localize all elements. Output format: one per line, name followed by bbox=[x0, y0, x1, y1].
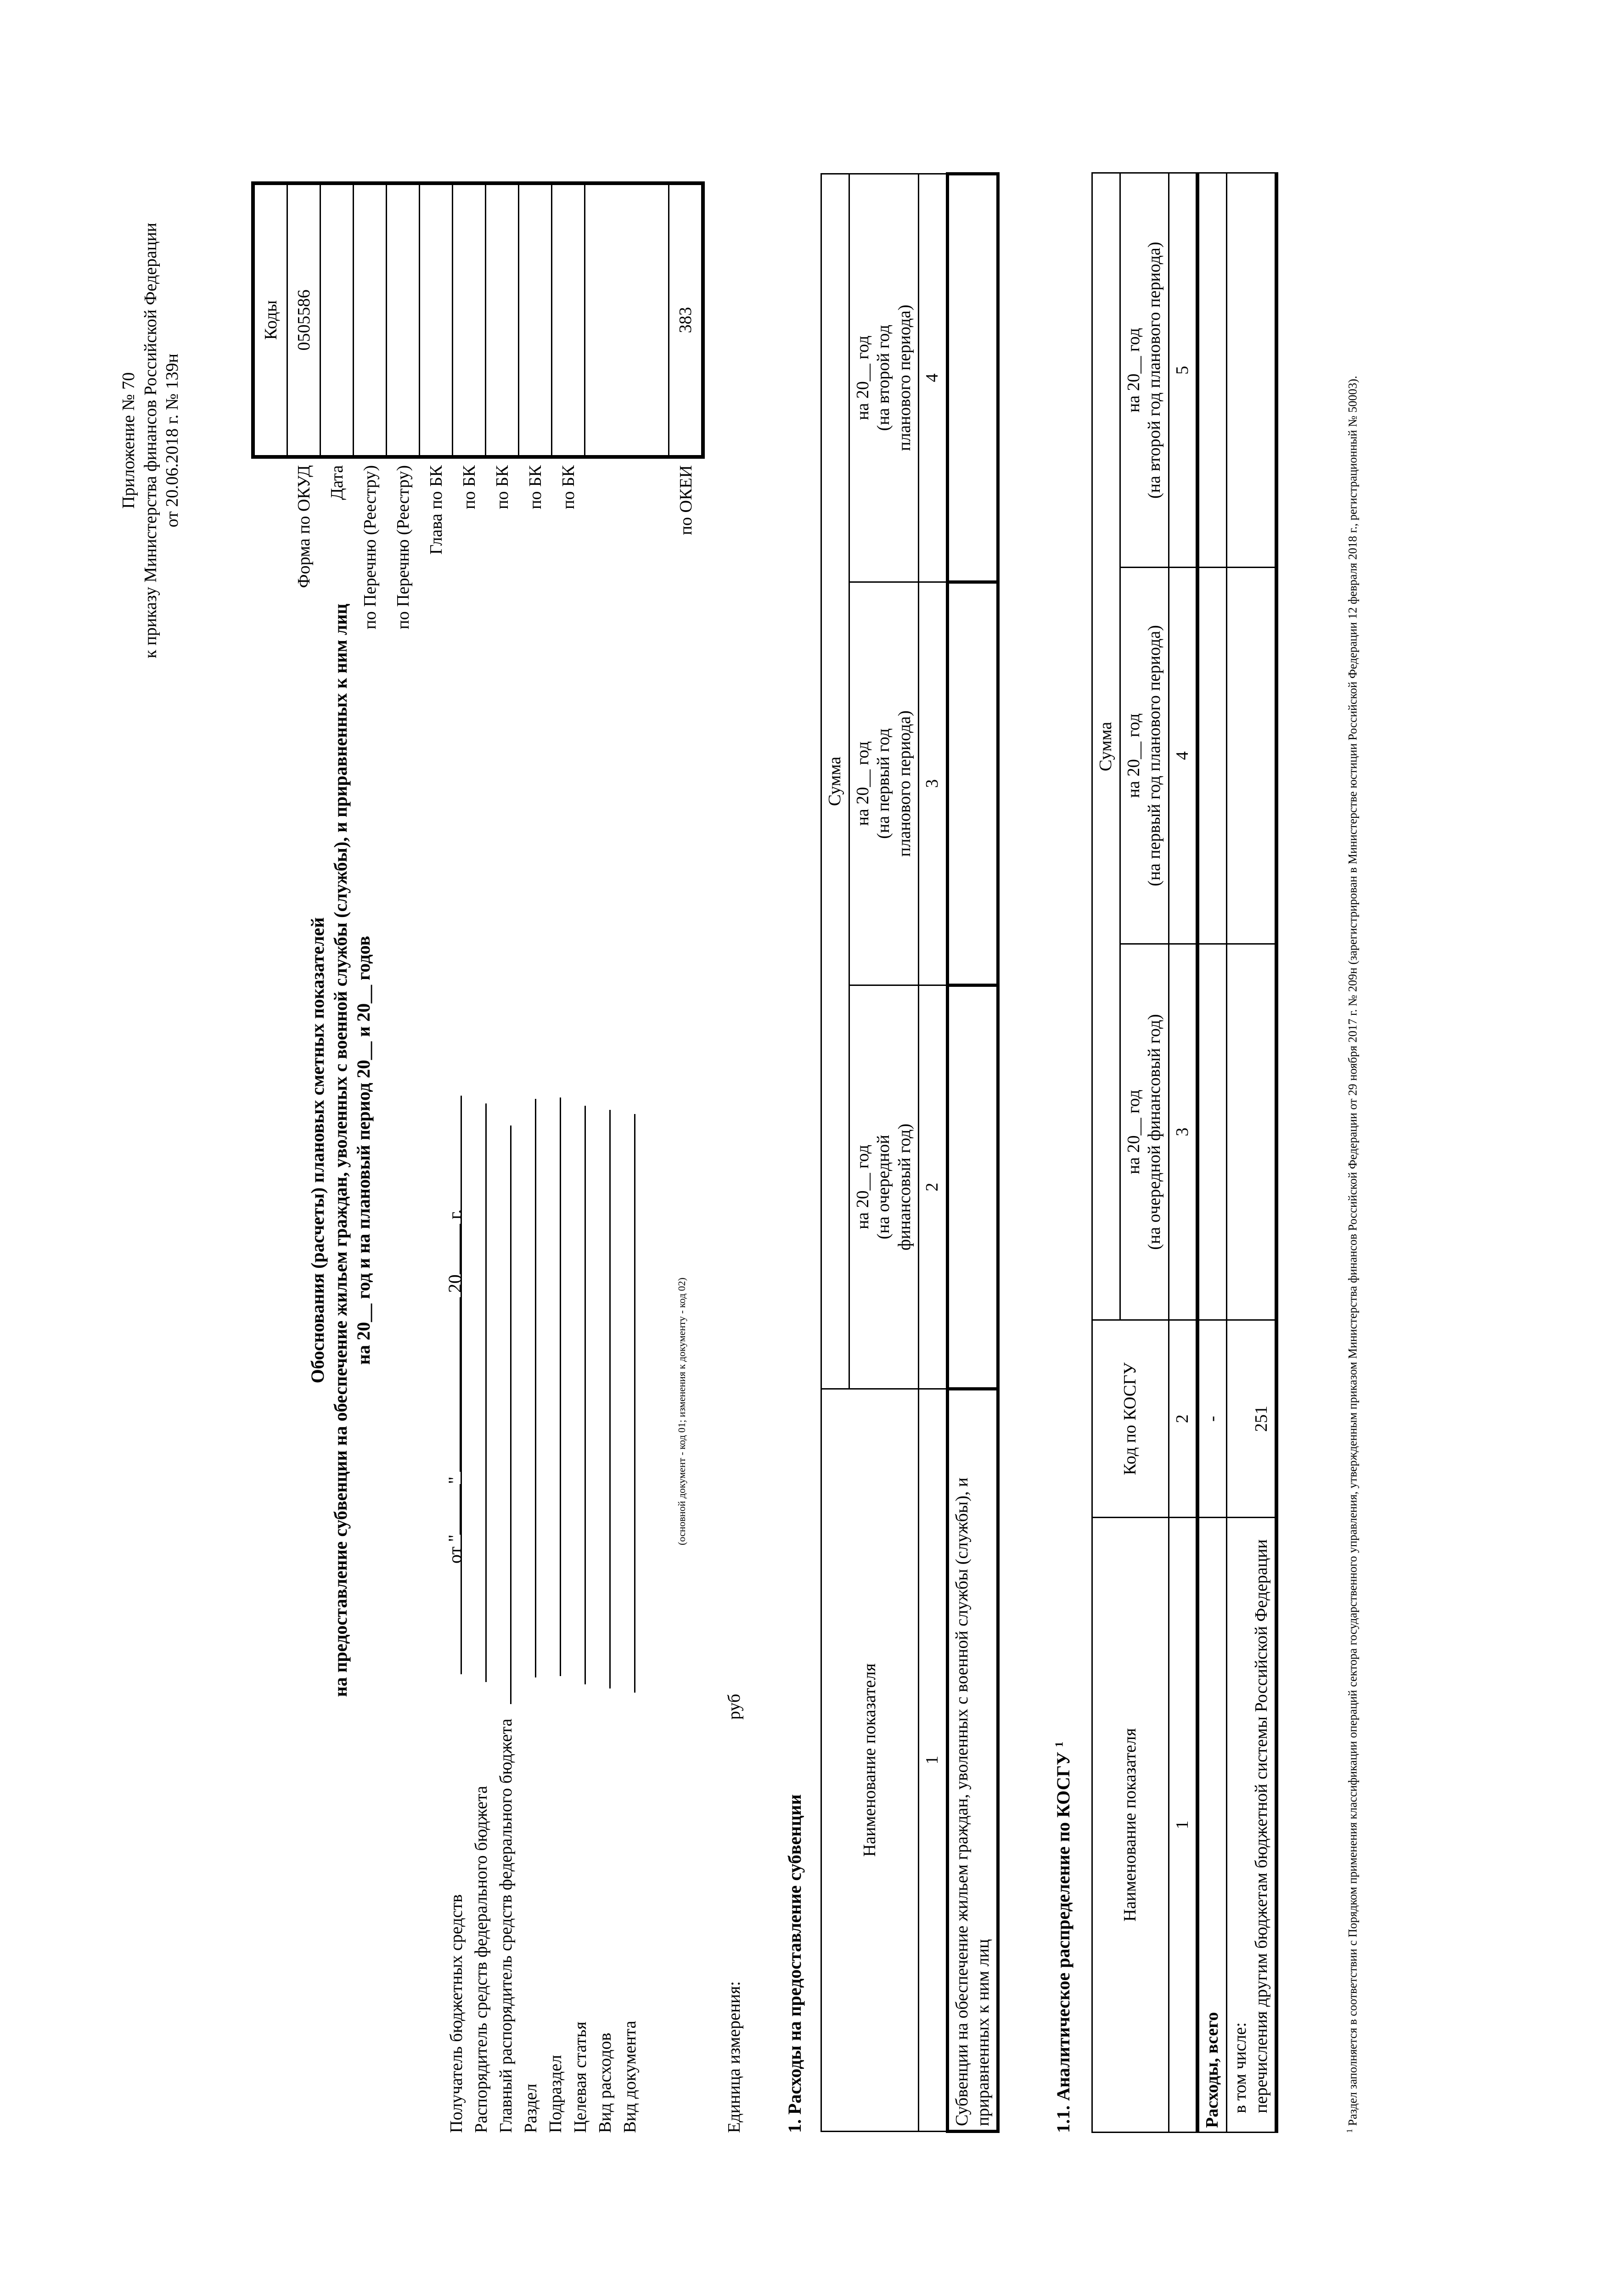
section-1-heading: 1. Расходы на предоставление субвенции bbox=[784, 1794, 805, 2133]
doc-type-note: (основной документ - код 01; изменения к документу - код 02) bbox=[675, 1277, 687, 1545]
subsection-line[interactable] bbox=[545, 1097, 561, 1676]
col-number: 5 bbox=[1169, 173, 1197, 568]
table-row bbox=[947, 174, 998, 2132]
col-header-kosgu: Код по КОСГУ bbox=[1092, 1320, 1169, 1518]
title-line-1: Обоснования (расчеты) плановых сметных показателей bbox=[307, 917, 328, 1384]
section-1-1-heading: 1.1. Аналитическое распределение по КОСГУ $^1$ bbox=[1052, 1741, 1073, 2133]
appendix-line-2: к приказу Министерства финансов Российской Федерации bbox=[141, 223, 160, 658]
col-header-sum: Сумма bbox=[1092, 173, 1120, 1320]
column-numbers-row bbox=[1169, 173, 1197, 2133]
code-okei[interactable]: 383 bbox=[669, 183, 703, 457]
expense-type-line[interactable] bbox=[595, 1110, 611, 1688]
cell-kosgu-total: - bbox=[1197, 1320, 1226, 1518]
table-header-row bbox=[1092, 173, 1120, 2133]
table-row-total bbox=[1197, 173, 1226, 2133]
unit-row bbox=[724, 1694, 745, 2133]
appendix-line-3: от 20.06.2018 г. № 139н bbox=[162, 354, 182, 528]
field-target-item: Целевая статья bbox=[568, 1096, 593, 2133]
cell-transfer-year-2[interactable] bbox=[1226, 568, 1276, 944]
cell-kosgu-transfer: 251 bbox=[1226, 1320, 1276, 1518]
cell-transfer-year-1[interactable] bbox=[1226, 944, 1276, 1320]
kosgu-table bbox=[1091, 172, 1278, 2133]
row-label-subvention: Субвенции на обеспечение жильем граждан, уволенных с военной службы (службы), и приравненных к ним лиц bbox=[947, 1389, 998, 2131]
date-suffix: г. bbox=[444, 1209, 465, 1220]
field-doc-type: Вид документа bbox=[618, 1096, 642, 2133]
col-number: 4 bbox=[1169, 568, 1197, 944]
chief-manager-line[interactable] bbox=[495, 1125, 511, 1704]
table-row-transfer bbox=[1226, 173, 1276, 2133]
footnote-ref: 1 bbox=[1053, 1741, 1066, 1747]
field-recipient: Получатель бюджетных средств bbox=[444, 1096, 469, 2133]
doc-type-line[interactable] bbox=[619, 1114, 635, 1693]
cell-total-year-3[interactable] bbox=[1197, 173, 1226, 568]
code-label: по ОКЕИ bbox=[676, 465, 696, 535]
table-header-row bbox=[821, 174, 849, 2132]
date-prefix: от " bbox=[444, 1534, 465, 1564]
col-number: 1 bbox=[1169, 1517, 1197, 2132]
col-number: 3 bbox=[918, 582, 947, 985]
transfer-label: перечисления другим бюджетам бюджетной системы Российской Федерации bbox=[1251, 1539, 1271, 2113]
recipient-line[interactable] bbox=[446, 1096, 462, 1674]
col-header-year-1: на 20__ год (на очередной финансовый год) bbox=[1120, 944, 1169, 1320]
row-label-total: Расходы, всего bbox=[1197, 1517, 1226, 2132]
cell-year-2[interactable] bbox=[947, 582, 998, 985]
col-number: 1 bbox=[918, 1389, 947, 2131]
cell-year-3[interactable] bbox=[947, 174, 998, 582]
field-chief-manager: Главный распорядитель средств федерального бюджета bbox=[494, 1096, 518, 2133]
unit-value: руб bbox=[724, 1694, 744, 1720]
code-label: Дата bbox=[327, 465, 346, 500]
col-header-year-3: на 20__ год (на второй год планового периода) bbox=[1120, 173, 1169, 568]
cell-total-year-2[interactable] bbox=[1197, 568, 1226, 944]
code-chapter-bk[interactable] bbox=[419, 183, 452, 457]
col-number: 2 bbox=[1169, 1320, 1197, 1518]
year-prefix: 20 bbox=[444, 1274, 465, 1293]
cell-year-1[interactable] bbox=[947, 985, 998, 1389]
code-label: по БК bbox=[459, 465, 478, 510]
codes-header: Коды bbox=[253, 183, 287, 457]
cell-transfer-year-3[interactable] bbox=[1226, 173, 1276, 568]
code-label: по БК bbox=[525, 465, 545, 510]
field-section: Раздел bbox=[518, 1096, 543, 2133]
code-date[interactable] bbox=[320, 183, 353, 457]
code-label: Форма по ОКУД bbox=[294, 465, 313, 588]
incl-label: в том числе: bbox=[1230, 2022, 1250, 2113]
col-number: 4 bbox=[918, 174, 947, 582]
field-manager: Распорядитель средств федерального бюджета bbox=[469, 1096, 494, 2133]
code-label: по БК bbox=[492, 465, 511, 510]
col-header-name: Наименование показателя bbox=[1092, 1517, 1169, 2132]
document-page bbox=[49, 103, 1564, 2197]
column-numbers-row bbox=[918, 174, 947, 2132]
manager-line[interactable] bbox=[471, 1103, 487, 1682]
col-header-year-2: на 20__ год (на первый год планового периода) bbox=[849, 582, 919, 985]
code-label bbox=[585, 457, 669, 636]
appendix-line-1: Приложение № 70 bbox=[118, 372, 138, 509]
col-header-name: Наименование показателя bbox=[821, 1389, 918, 2131]
code-label: по БК bbox=[558, 465, 578, 510]
code-target-bk[interactable] bbox=[518, 183, 551, 457]
target-item-line[interactable] bbox=[570, 1106, 586, 1684]
field-expense-type: Вид расходов bbox=[593, 1096, 618, 2133]
code-label: Глава по БК bbox=[426, 465, 445, 555]
title-line-2: на предоставление субвенции на обеспечение жильем граждан, уволенных с военной службы (службы), и приравненных к ним лиц bbox=[330, 603, 351, 1697]
code-expense-bk[interactable] bbox=[551, 183, 585, 457]
code-registry-1[interactable] bbox=[353, 183, 386, 457]
unit-label: Единица измерения: bbox=[724, 1981, 744, 2133]
code-okud[interactable]: 0505586 bbox=[287, 183, 320, 457]
col-number: 3 bbox=[1169, 944, 1197, 1320]
field-subsection: Подраздел bbox=[543, 1096, 568, 2133]
code-label: по Перечню (Реестру) bbox=[393, 465, 412, 630]
header-fields bbox=[444, 1096, 642, 2133]
section-line[interactable] bbox=[520, 1099, 536, 1677]
cell-total-year-1[interactable] bbox=[1197, 944, 1226, 1320]
footnote-mark: 1 bbox=[1344, 2129, 1354, 2133]
code-doc-type[interactable] bbox=[585, 183, 669, 457]
footnote-text: Раздел заполняется в соответствии с Порядком применения классификации операций сектора государственного управления, утвержденным приказом Министерства финансов Российской Федерации от 29 ноября 2017 г. № 209н (зарегистрирован в Министерстве юстиции Российской Федерации 12 февраля 2018 г., регистрационный № 50003). bbox=[1346, 376, 1360, 2126]
codes-table bbox=[251, 181, 705, 636]
col-header-year-3: на 20__ год (на второй год планового периода) bbox=[849, 174, 919, 582]
title-line-3: на 20__ год и на плановый период 20__ и 20__ годов bbox=[353, 936, 374, 1365]
col-header-year-1: на 20__ год (на очередной финансовый год) bbox=[849, 985, 919, 1389]
footnote bbox=[1344, 204, 1361, 2133]
code-section-bk[interactable] bbox=[452, 183, 485, 457]
col-header-year-2: на 20__ год (на первый год планового периода) bbox=[1120, 568, 1169, 944]
code-label: по Перечню (Реестру) bbox=[360, 465, 379, 630]
expenses-table bbox=[821, 172, 1000, 2133]
code-subsection-bk[interactable] bbox=[485, 183, 518, 457]
date-quote: " bbox=[444, 1476, 465, 1484]
col-header-sum: Сумма bbox=[821, 174, 849, 1389]
code-registry-2[interactable] bbox=[386, 183, 419, 457]
col-number: 2 bbox=[918, 985, 947, 1389]
appendix-block bbox=[118, 223, 184, 658]
row-label-transfer bbox=[1226, 1517, 1276, 2132]
